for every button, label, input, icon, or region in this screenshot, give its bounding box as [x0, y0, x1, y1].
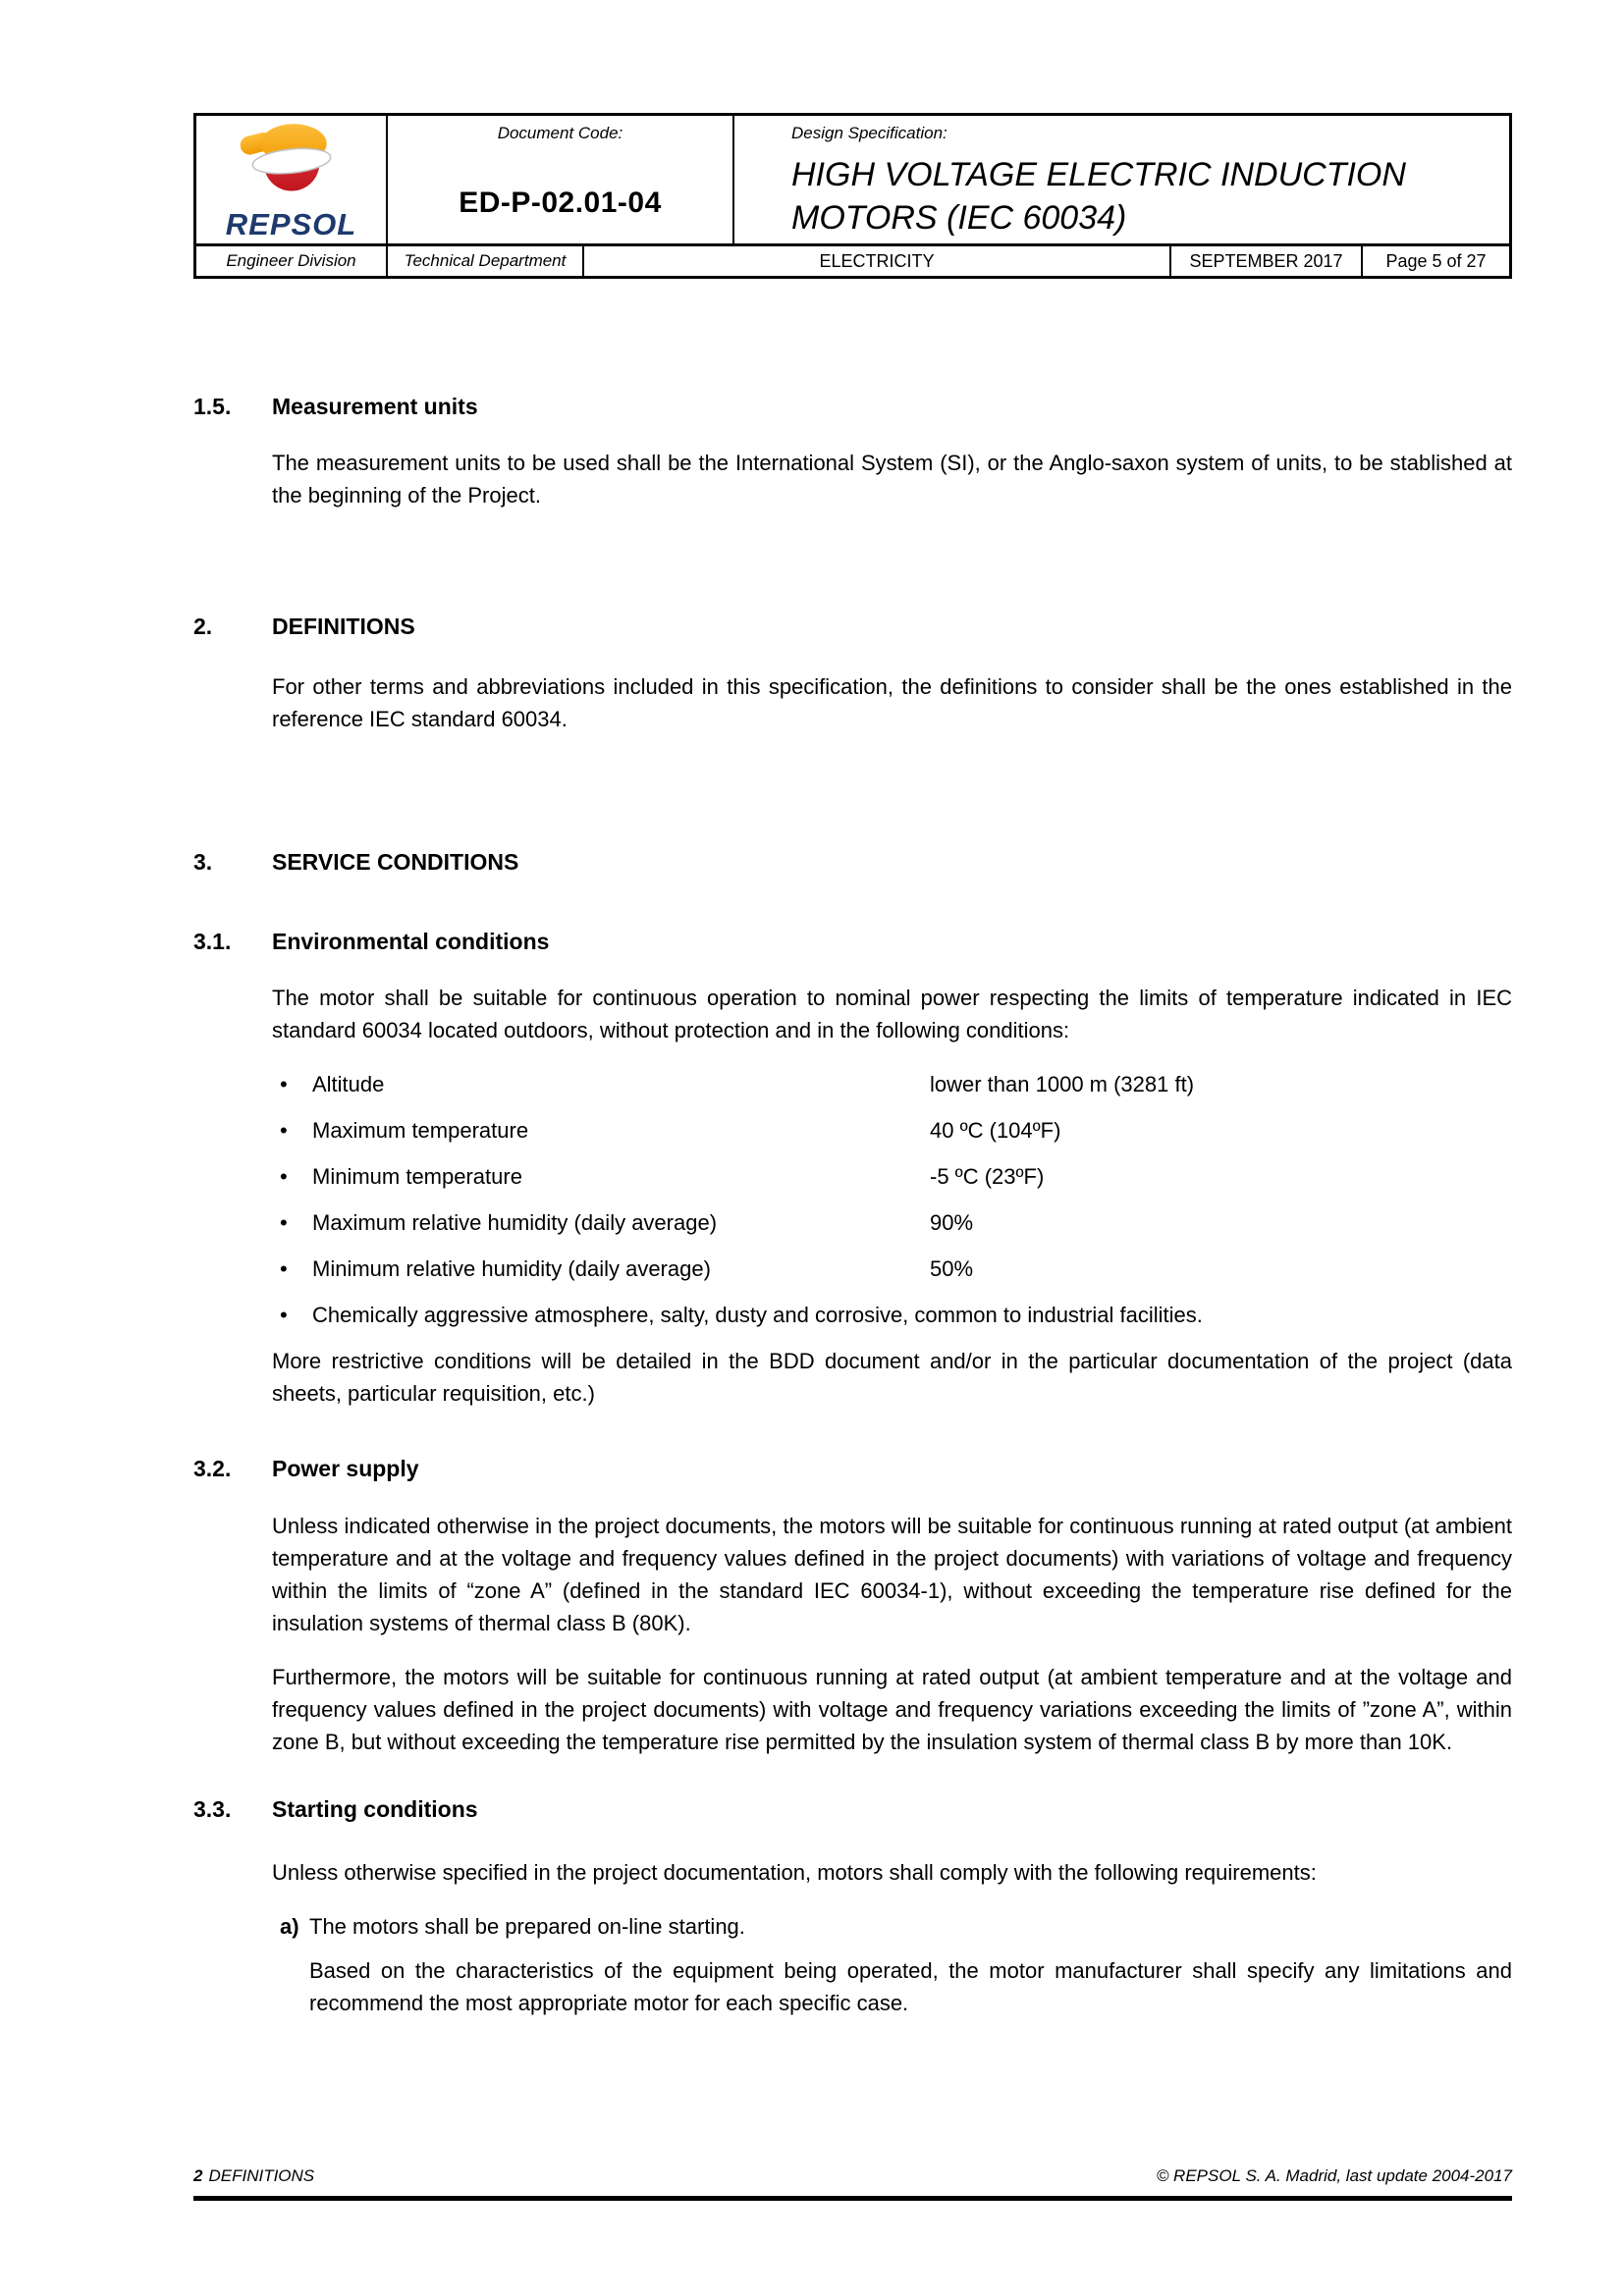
- section-heading-3-2: [193, 1453, 1512, 1485]
- section-number: 3.1.: [193, 929, 232, 954]
- document-code-cell: [388, 116, 734, 243]
- list-item: [280, 1114, 1512, 1147]
- section-heading-2: [193, 611, 1512, 643]
- footer-section-name: DEFINITIONS: [208, 2166, 315, 2185]
- section-heading-1-5: [193, 391, 1512, 423]
- engineer-division-cell: Engineer Division: [196, 246, 388, 276]
- list-item: [280, 1068, 1512, 1100]
- power-supply-paragraph-2: Furthermore, the motors will be suitable for continuous running at rated output (at ambient temperature and at the voltage and frequency values defined in the project documents) with voltage and frequency variations exceeding the limits of ”zone A”, within zone B, but without exceeding the temperature rise permitted by the insulation system of thermal class B by more than 10K.: [272, 1665, 1512, 1754]
- repsol-wordmark: REPSOL: [225, 206, 357, 241]
- condition-value: 90%: [930, 1210, 974, 1235]
- footer-section-number: 2: [193, 2166, 203, 2185]
- section-number: 2.: [193, 614, 213, 639]
- list-item: [280, 1206, 1512, 1239]
- header-top-row: [196, 116, 1509, 243]
- section-title: Measurement units: [272, 394, 478, 419]
- section-heading-3-3: [193, 1793, 1512, 1826]
- condition-label: Altitude: [312, 1072, 385, 1096]
- list-item: [280, 1253, 1512, 1285]
- design-spec-label: Design Specification:: [791, 124, 947, 142]
- item-letter: a): [280, 1914, 299, 1939]
- document-body: [0, 276, 1624, 2201]
- repsol-logo-icon: [227, 118, 356, 205]
- date-cell: SEPTEMBER 2017: [1171, 246, 1363, 276]
- section-number: 3.: [193, 849, 213, 875]
- condition-label: Minimum temperature: [312, 1164, 522, 1189]
- section-title: Environmental conditions: [272, 929, 550, 954]
- document-code-label: Document Code:: [497, 124, 623, 142]
- logo-cell: [196, 116, 388, 243]
- header-table: [193, 113, 1512, 279]
- bullet-icon: •: [280, 1256, 288, 1281]
- measurement-units-paragraph: The measurement units to be used shall be the International System (SI), or the Anglo-saxon system of units, to be stablished at the beginning of the Project.: [272, 451, 1512, 507]
- condition-value: 40 ºC (104ºF): [930, 1118, 1061, 1143]
- condition-value: -5 ºC (23ºF): [930, 1164, 1045, 1189]
- list-item: [280, 1160, 1512, 1193]
- technical-department-cell: Technical Department: [388, 246, 584, 276]
- power-supply-paragraph-1: Unless indicated otherwise in the project documents, the motors will be suitable for continuous running at rated output (at ambient temperature and at the voltage and frequency values defined in the project documents) with variations of voltage and frequency within the limits of “zone A” (defined in the standard IEC 60034-1), without exceeding the temperature rise defined for the insulation systems of thermal class B (80K).: [272, 1514, 1512, 1635]
- section-heading-3-1: [193, 926, 1512, 958]
- environmental-note-paragraph: More restrictive conditions will be detailed in the BDD document and/or in the particular documentation of the project (data sheets, particular requisition, etc.): [272, 1349, 1512, 1406]
- document-title: [791, 153, 1509, 240]
- condition-label: Minimum relative humidity (daily average): [312, 1256, 711, 1281]
- document-title-line2: MOTORS (IEC 60034): [791, 199, 1127, 237]
- bullet-icon: •: [280, 1164, 288, 1189]
- section-title: Starting conditions: [272, 1796, 478, 1822]
- section-number: 3.2.: [193, 1456, 232, 1481]
- footer-section-ref: [193, 2166, 314, 2186]
- list-item: [280, 1299, 1512, 1331]
- condition-label: Maximum temperature: [312, 1118, 529, 1143]
- section-title: SERVICE CONDITIONS: [272, 849, 519, 875]
- condition-value: 50%: [930, 1256, 974, 1281]
- section-heading-3: [193, 846, 1512, 879]
- requirement-item-a: [280, 1910, 1512, 1943]
- condition-value: lower than 1000 m (3281 ft): [930, 1072, 1195, 1096]
- bullet-icon: •: [280, 1118, 288, 1143]
- page-number-cell: Page 5 of 27: [1385, 250, 1487, 271]
- bullet-icon: •: [280, 1072, 288, 1096]
- design-spec-cell: [734, 116, 1509, 243]
- section-number: 1.5.: [193, 394, 232, 419]
- bullet-icon: •: [280, 1303, 288, 1327]
- section-title: DEFINITIONS: [272, 614, 415, 639]
- requirement-item-a-detail: Based on the characteristics of the equipment being operated, the motor manufacturer shall specify any limitations and recommend the most appropriate motor for each specific case.: [309, 1958, 1512, 2015]
- discipline-cell: ELECTRICITY: [584, 246, 1171, 276]
- document-title-line1: HIGH VOLTAGE ELECTRIC INDUCTION: [791, 156, 1406, 193]
- footer-rule: [193, 2196, 1512, 2201]
- footer-copyright: © REPSOL S. A. Madrid, last update 2004-2017: [1156, 2166, 1512, 2185]
- document-code: ED-P-02.01-04: [459, 187, 662, 219]
- section-title: Power supply: [272, 1456, 419, 1481]
- condition-label: Maximum relative humidity (daily average): [312, 1210, 718, 1235]
- section-number: 3.3.: [193, 1796, 232, 1822]
- page-footer: [193, 2166, 1512, 2186]
- definitions-paragraph: For other terms and abbreviations included in this specification, the definitions to consider shall be the ones established in the reference IEC standard 60034.: [272, 674, 1512, 731]
- condition-label: Chemically aggressive atmosphere, salty, dusty and corrosive, common to industrial facilities.: [312, 1303, 1203, 1327]
- environmental-intro-paragraph: The motor shall be suitable for continuous operation to nominal power respecting the limits of temperature indicated in IEC standard 60034 located outdoors, without protection and in the following conditions:: [272, 986, 1512, 1042]
- environmental-conditions-list: [280, 1068, 1512, 1331]
- header-meta-row: [196, 243, 1509, 276]
- bullet-icon: •: [280, 1210, 288, 1235]
- starting-conditions-intro: Unless otherwise specified in the project documentation, motors shall comply with the following requirements:: [272, 1860, 1317, 1885]
- item-text: The motors shall be prepared on-line starting.: [309, 1914, 745, 1939]
